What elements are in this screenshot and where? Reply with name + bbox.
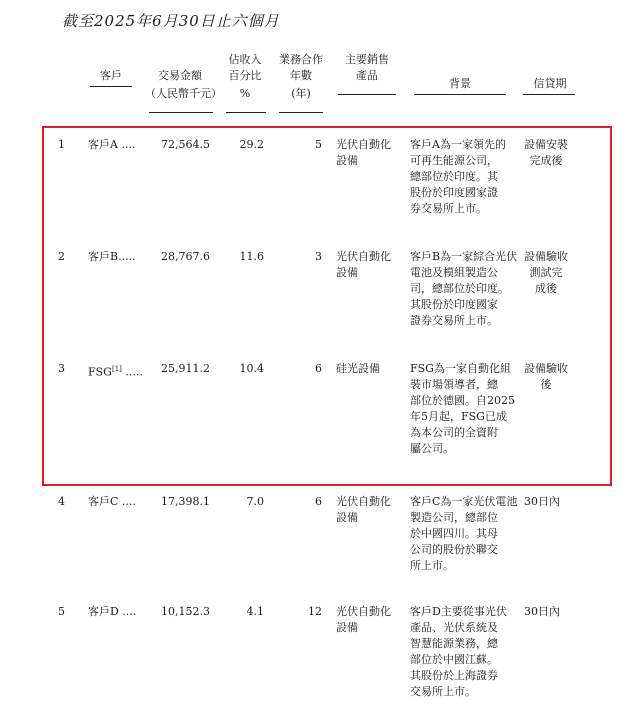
customer-name (88, 361, 143, 381)
header-amount-underline (149, 112, 213, 113)
header-customer-underline (90, 86, 132, 87)
header-background (420, 76, 500, 92)
header-years-underline (279, 112, 323, 113)
header-customer-label: 客戶 (100, 69, 122, 82)
customer-background (410, 494, 517, 574)
main-product-line: 光伏自動化 (336, 495, 391, 508)
credit-period (524, 137, 568, 169)
header-amount-label: 交易金額 (158, 69, 202, 82)
credit-line: 設備驗收 (524, 362, 568, 375)
cooperation-years: 3 (315, 250, 322, 263)
credit-period (524, 361, 568, 393)
transaction-amount: 17,398.1 (161, 495, 210, 508)
background-line: 製造公司，總部位 (410, 511, 498, 524)
background-line: 客戶D主要從事光伏 (410, 605, 507, 618)
background-line: 券交易所上市。 (410, 202, 487, 215)
background-line: 為本公司的全資附 (410, 426, 498, 439)
background-line: 所上市。 (410, 559, 454, 572)
background-line: 智慧能源業務，總 (410, 637, 498, 650)
credit-line: 設備驗收 (524, 250, 568, 263)
credit-line: 完成後 (529, 154, 563, 167)
header-product-underline (338, 94, 396, 95)
background-line: 其股份於上海證券 (410, 669, 498, 682)
header-background-label: 背景 (449, 77, 471, 90)
credit-period (524, 494, 560, 510)
customer-name-text: FSG (88, 365, 112, 379)
header-product-label1: 主要銷售 (345, 53, 389, 66)
revenue-share: 7.0 (246, 495, 264, 508)
background-line: 電池及模組製造公 (410, 266, 498, 279)
header-product-label2: 產品 (356, 69, 378, 82)
main-product (336, 361, 380, 377)
background-line: 客戶A為一家領先的 (410, 138, 506, 151)
background-line: 屬公司。 (410, 442, 454, 455)
credit-line: 成後 (535, 282, 557, 295)
background-line: 總部位於印度。其 (410, 170, 498, 183)
main-product-line: 設備 (336, 511, 358, 524)
cooperation-years: 12 (308, 605, 322, 618)
row-number: 3 (58, 362, 65, 375)
header-background-underline (414, 94, 506, 95)
main-product-line: 光伏自動化 (336, 605, 391, 618)
header-amount (145, 68, 222, 102)
header-amount-unit: （人民幣千元） (145, 87, 222, 100)
background-line: 可再生能源公司， (410, 154, 498, 167)
background-line: 裝市場領導者，總 (410, 378, 498, 391)
customer-background (410, 361, 515, 457)
customer-name: 客戶C .... (88, 495, 136, 508)
background-line: 部位於德國。自2025 (410, 394, 515, 407)
header-share-label2: 百分比 (228, 69, 262, 82)
credit-period (524, 249, 568, 297)
header-years-unit: (年) (291, 87, 311, 100)
customer-background (410, 137, 506, 217)
revenue-share: 10.4 (239, 362, 264, 375)
row-number: 1 (58, 138, 65, 151)
background-line: 客戶B為一家綜合光伏 (410, 250, 518, 263)
customer-name-dots: ..... (121, 365, 143, 379)
main-product (336, 137, 391, 169)
background-line: 其股份於印度國家 (410, 298, 498, 311)
credit-line: 後 (540, 378, 552, 391)
revenue-share: 11.6 (239, 250, 264, 263)
credit-line: 設備安裝 (524, 138, 568, 151)
main-product-line: 光伏自動化 (336, 250, 391, 263)
header-credit-label: 信貸期 (533, 77, 567, 90)
credit-line: 30日內 (524, 495, 560, 508)
header-product (334, 52, 400, 84)
main-product (336, 494, 391, 526)
customer-name: 客戶B..... (88, 250, 136, 263)
background-line: FSG為一家自動化組 (410, 362, 511, 375)
transaction-amount: 10,152.3 (161, 605, 210, 618)
main-product-line: 設備 (336, 266, 358, 279)
row-number: 2 (58, 250, 65, 263)
row-number: 4 (58, 495, 65, 508)
transaction-amount: 25,911.2 (161, 362, 210, 375)
background-line: 部位於中國江蘇。 (410, 653, 498, 666)
cooperation-years: 6 (315, 362, 322, 375)
header-credit (522, 76, 578, 92)
background-line: 股份於印度國家證 (410, 186, 498, 199)
header-share-label1: 佔收入 (228, 53, 262, 66)
header-credit-underline (523, 94, 575, 95)
background-line: 產品、光伏系統及 (410, 621, 498, 634)
main-product-line: 光伏自動化 (336, 138, 391, 151)
header-share-unit: % (239, 87, 251, 100)
credit-period (524, 604, 560, 620)
header-customer (86, 68, 136, 84)
background-line: 客戶C為一家光伏電池 (410, 495, 518, 508)
customer-background (410, 604, 507, 700)
background-line: 證券交易所上市。 (410, 314, 498, 327)
revenue-share: 29.2 (239, 138, 264, 151)
highlight-box (42, 126, 612, 486)
background-line: 於中國四川。其母 (410, 527, 498, 540)
main-product-line: 硅光設備 (336, 362, 380, 375)
revenue-share: 4.1 (246, 605, 264, 618)
background-line: 司，總部位於印度。 (410, 282, 509, 295)
customer-name: 客戶D .... (88, 605, 137, 618)
header-share-underline (226, 112, 266, 113)
credit-line: 30日內 (524, 605, 560, 618)
header-years-label1: 業務合作 (279, 53, 323, 66)
transaction-amount: 28,767.6 (161, 250, 210, 263)
background-line: 交易所上市。 (410, 685, 476, 698)
page-title: 截至2025年6月30日止六個月 (62, 12, 280, 30)
row-number: 5 (58, 605, 65, 618)
cooperation-years: 5 (315, 138, 322, 151)
background-line: 年5月起，FSG已成 (410, 410, 507, 423)
background-line: 公司的股份於聯交 (410, 543, 498, 556)
credit-line: 測試完 (529, 266, 563, 279)
header-share (222, 52, 268, 102)
main-product-line: 設備 (336, 154, 358, 167)
main-product-line: 設備 (336, 621, 358, 634)
transaction-amount: 72,564.5 (161, 138, 210, 151)
main-product (336, 604, 391, 636)
header-years-label2: 年數 (290, 69, 312, 82)
header-years (274, 52, 328, 102)
main-product (336, 249, 391, 281)
customer-background (410, 249, 517, 329)
footnote-marker: [1] (111, 365, 122, 373)
cooperation-years: 6 (315, 495, 322, 508)
customer-name: 客戶A .... (88, 138, 136, 151)
